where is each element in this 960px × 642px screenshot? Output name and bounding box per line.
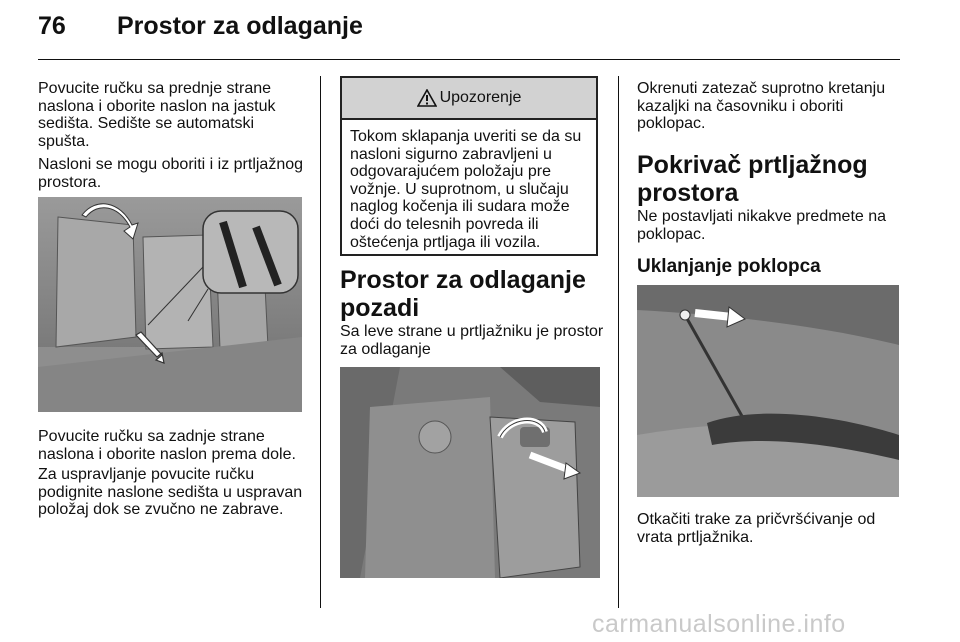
section-heading-cargo-cover: Pokrivač prtljažnog prostora: [637, 151, 868, 207]
col3-paragraph-2: Ne postavljati nikakve predmete na poklopac.: [637, 208, 887, 243]
col3-paragraph-3: Otkačiti trake za pričvršćivanje od vrata prtljažnika.: [637, 511, 876, 546]
cargo-cover-photo: [637, 285, 899, 497]
subheading-remove-cover: Uklanjanje poklopca: [637, 256, 821, 277]
warning-title: Upozorenje: [439, 89, 522, 106]
col3-paragraph-1: Okrenuti zatezač suprotno kretanju kazaljki na časovniku i oboriti poklopac.: [637, 80, 886, 133]
watermark: carmanualsonline.info: [592, 610, 846, 638]
seat-folding-photo: [38, 197, 302, 412]
rear-storage-illustration: [340, 367, 600, 578]
page-number: 76: [38, 12, 66, 40]
warning-box: [340, 76, 598, 256]
seat-folding-illustration: [38, 197, 302, 412]
col1-paragraph-1: Povucite ručku sa prednje strane naslona i oborite naslon na jastuk sedišta. Sedište se automatski spušta.: [38, 80, 276, 150]
col1-paragraph-4: Za uspravljanje povucite ručku podignite naslone sedišta u uspravan položaj dok se zvučno ne zabrave.: [38, 466, 303, 519]
col1-paragraph-3: Povucite ručku sa zadnje strane naslona i oborite naslon prema dole.: [38, 428, 296, 463]
header-divider: [38, 59, 900, 60]
warning-text: Tokom sklapanja uveriti se da su nasloni sigurno zabravljeni u odgovarajućem položaju pre vožnje. U suprotnom, u slučaju naglog kočenja ili sudara može doći do telesnih povreda ili oštećenja prtljaga ili vozila.: [350, 128, 582, 251]
col1-paragraph-2: Nasloni se mogu oboriti i iz prtljažnog prostora.: [38, 156, 304, 191]
warning-header: [342, 78, 596, 120]
section-heading-rear-storage: Prostor za odlaganje pozadi: [340, 266, 586, 322]
column-divider-1: [320, 76, 321, 608]
cargo-cover-illustration: [637, 285, 899, 497]
rear-storage-photo: [340, 367, 600, 578]
page-title: Prostor za odlaganje: [117, 12, 363, 40]
warning-icon: [417, 89, 437, 107]
col2-paragraph-1: Sa leve strane u prtljažniku je prostor za odlaganje: [340, 323, 604, 358]
column-divider-2: [618, 76, 619, 608]
